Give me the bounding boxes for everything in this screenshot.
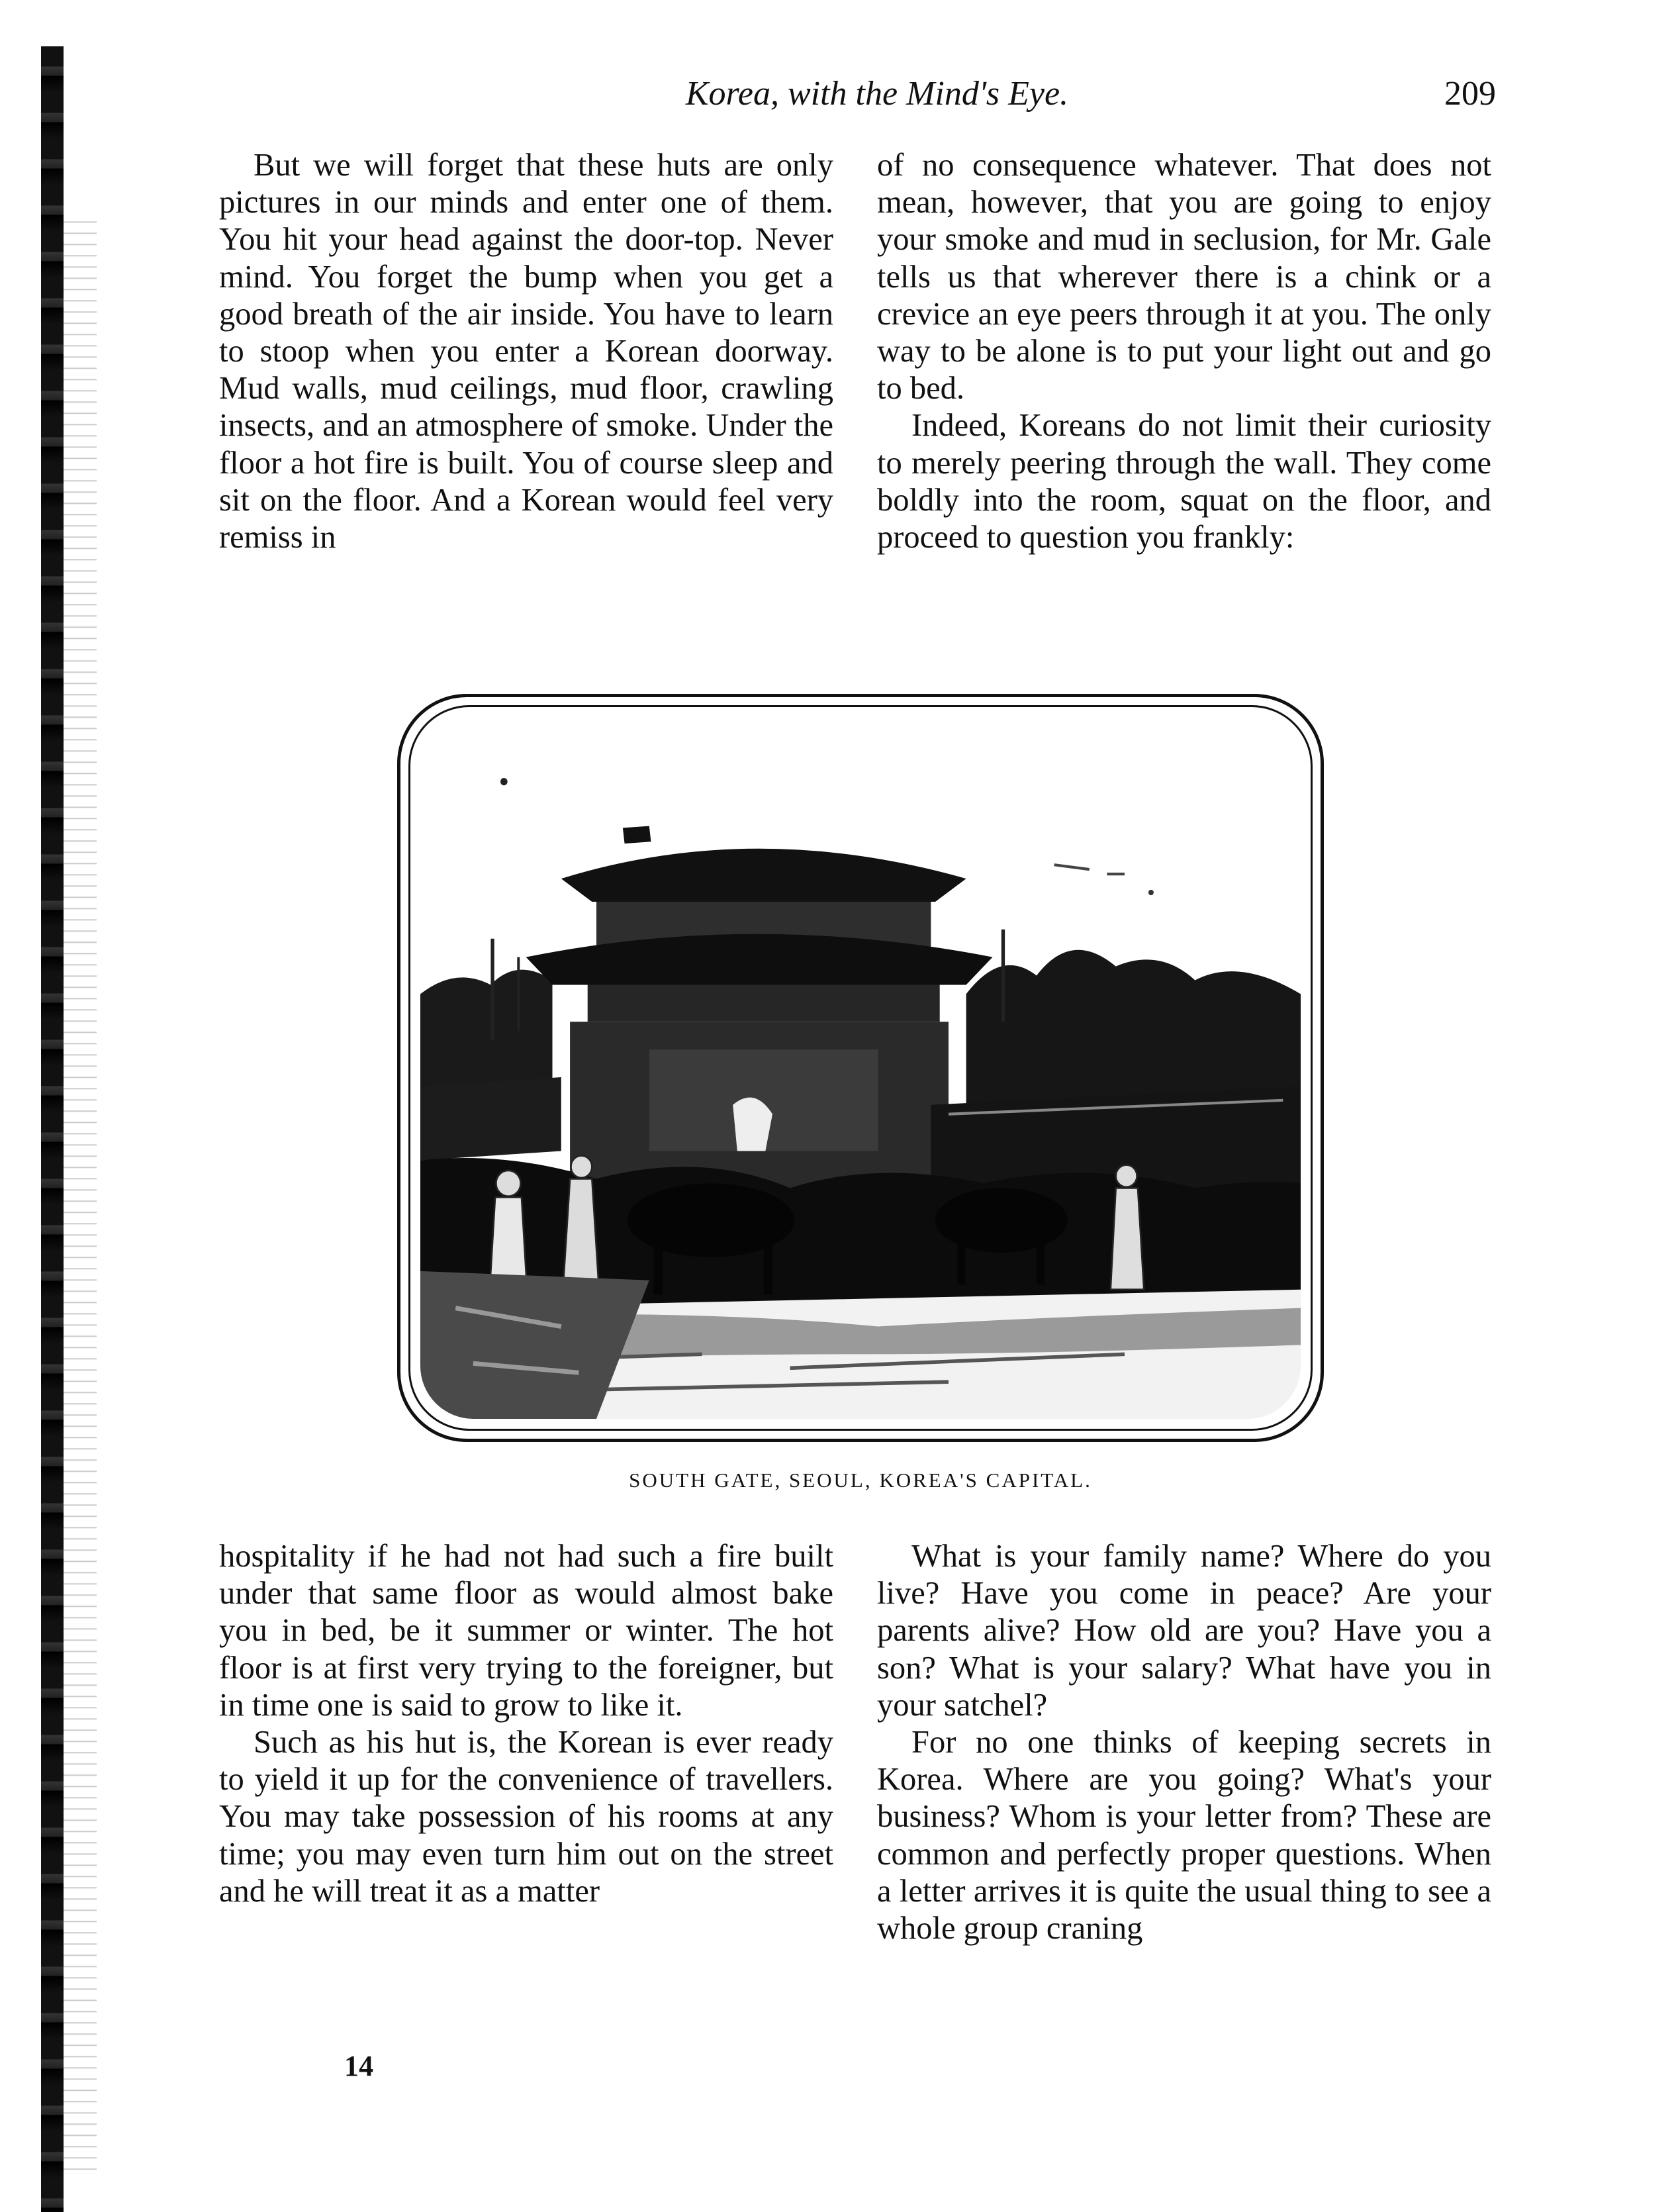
page-binding-edge <box>41 46 64 2212</box>
south-gate-photo <box>420 717 1301 1419</box>
figure-caption: SOUTH GATE, SEOUL, KOREA'S CAPITAL. <box>629 1468 1092 1492</box>
page-number: 209 <box>1444 75 1496 113</box>
paragraph: For no one thinks of keeping secrets in Korea. Where are you going? What's your business? Whom is your letter from? These are common and perfectly proper questions. When a letter arrives it is quite the usual thing to see a whole group craning <box>877 1725 1491 1947</box>
column-bottom-left <box>219 1538 833 1910</box>
paragraph: But we will forget that these huts are only pictures in our minds and enter one of them. You hit your head against the door-top. Never mind. You forget the bump when you get a good breath of the air inside. You have to learn to stoop when you enter a Korean doorway. Mud walls, mud ceilings, mud floor, crawling insects, and an atmosphere of smoke. Under the floor a hot fire is built. You of course sleep and sit on the floor. And a Korean would feel very remiss in <box>219 148 833 555</box>
photo-frame <box>397 694 1324 1442</box>
running-head <box>218 74 1536 120</box>
paragraph: hospitality if he had not had such a fire built under that same floor as would almost bake you in bed, be it summer or winter. The hot floor is at first very trying to the foreigner, but in time one is said to grow to like it. <box>219 1539 833 1723</box>
paragraph: Such as his hut is, the Korean is ever ready to yield it up for the convenience of travellers. You may take possession of his rooms at any time; you may even turn him out on the street and he will treat it as a matter <box>219 1725 833 1909</box>
running-title: Korea, with the Mind's Eye. <box>685 75 1069 113</box>
paragraph: of no consequence whatever. That does not mean, however, that you are going to enjoy your smoke and mud in seclusion, for Mr. Gale tells us that wherever there is a chink or a crevice an eye peers through it at you. The only way to be alone is to put your light out and go to bed. <box>877 148 1491 407</box>
column-top-left <box>219 147 833 556</box>
column-top-right <box>877 147 1491 556</box>
south-gate-photo-image <box>420 717 1301 1419</box>
column-bottom-right <box>877 1538 1491 1947</box>
paragraph: Indeed, Koreans do not limit their curiosity to merely peering through the wall. They come boldly into the room, squat on the floor, and proceed to question you frankly: <box>877 408 1491 555</box>
page-binding-shadow <box>64 212 97 2172</box>
printer-signature-mark: 14 <box>344 2050 373 2082</box>
paragraph: What is your family name? Where do you live? Have you come in peace? Are your parents alive? How old are you? Have you a son? What is your salary? What have you in your satchel? <box>877 1539 1491 1723</box>
